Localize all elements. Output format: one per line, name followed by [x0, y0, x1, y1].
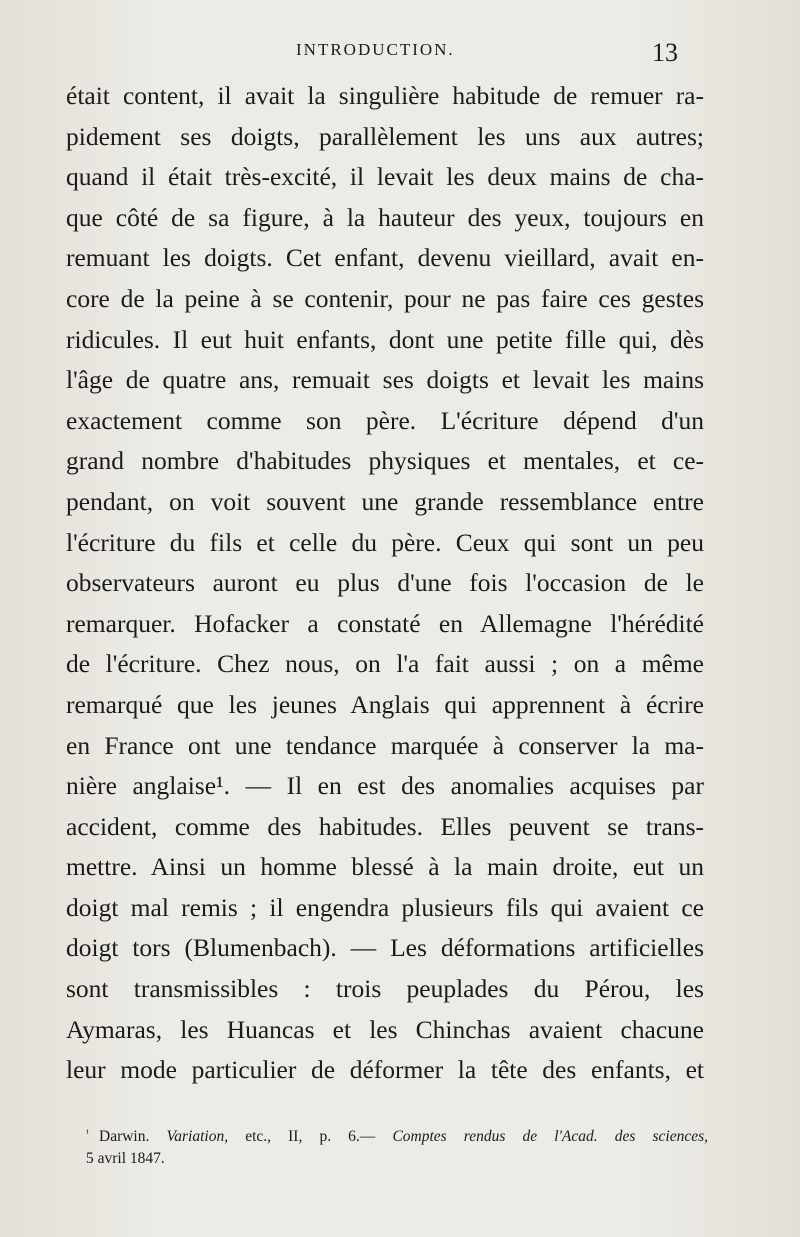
running-title: INTRODUCTION.	[296, 40, 455, 59]
text-line: quand il était très-excité, il levait les deux mains de cha-	[66, 162, 704, 192]
text-line: exactement comme son père. L'écriture dépend d'un	[66, 405, 704, 435]
text-line: pendant, on voit souvent une grande ressemblance entre	[66, 486, 704, 516]
text-line: accident, comme des habitudes. Elles peuvent se trans-	[66, 811, 704, 841]
text-line: que côté de sa figure, à la hauteur des yeux, toujours en	[66, 202, 704, 232]
text-line: était content, il avait la singulière habitude de remuer ra-	[66, 81, 704, 110]
running-head	[0, 38, 800, 68]
footnote-ref: etc., II, p. 6.—	[245, 1128, 376, 1145]
text-line: remuant les doigts. Cet enfant, devenu vieillard, avait en-	[66, 243, 704, 273]
text-line: grand nombre d'habitudes physiques et mentales, et ce-	[66, 446, 704, 476]
footnote-title: Variation,	[166, 1128, 229, 1145]
text-line: ridicules. Il eut huit enfants, dont une petite fille qui, dès	[66, 324, 704, 354]
text-line: nière anglaise¹. — Il en est des anomalies acquises par	[66, 771, 704, 801]
text-line: Aymaras, les Huancas et les Chinchas avaient chacune	[66, 1014, 704, 1044]
text-line: en France ont une tendance marquée à conserver la ma-	[66, 730, 704, 760]
footnote	[86, 1123, 708, 1170]
text-line: remarquer. Hofacker a constaté en Allemagne l'hérédité	[66, 608, 704, 638]
footnote-journal: Comptes rendus de l'Acad. des sciences,	[392, 1128, 709, 1145]
text-line: doigt mal remis ; il engendra plusieurs fils qui avaient ce	[66, 892, 704, 922]
page-number: 13	[652, 38, 678, 67]
footnote-marker: ¹	[86, 1128, 89, 1139]
text-line: observateurs auront eu plus d'une fois l'occasion de le	[66, 568, 704, 598]
text-line: de l'écriture. Chez nous, on l'a fait aussi ; on a même	[66, 649, 704, 679]
text-line: leur mode particulier de déformer la tête des enfants, et	[66, 1055, 704, 1085]
footnote-author: Darwin.	[99, 1128, 150, 1145]
text-line: mettre. Ainsi un homme blessé à la main droite, eut un	[66, 852, 704, 882]
footnote-line	[86, 1123, 708, 1148]
body-text	[66, 76, 704, 1091]
text-line: l'écriture du fils et celle du père. Ceux qui sont un peu	[66, 527, 704, 557]
text-line: l'âge de quatre ans, remuait ses doigts et levait les mains	[66, 365, 704, 395]
footnote-date: 5 avril 1847.	[86, 1150, 165, 1167]
text-line: sont transmissibles : trois peuplades du Pérou, les	[66, 974, 704, 1004]
text-line: remarqué que les jeunes Anglais qui apprennent à écrire	[66, 689, 704, 719]
text-line: core de la peine à se contenir, pour ne pas faire ces gestes	[66, 283, 704, 313]
text-line: pidement ses doigts, parallèlement les uns aux autres;	[66, 121, 704, 151]
text-line: doigt tors (Blumenbach). — Les déformations artificielles	[66, 933, 704, 963]
